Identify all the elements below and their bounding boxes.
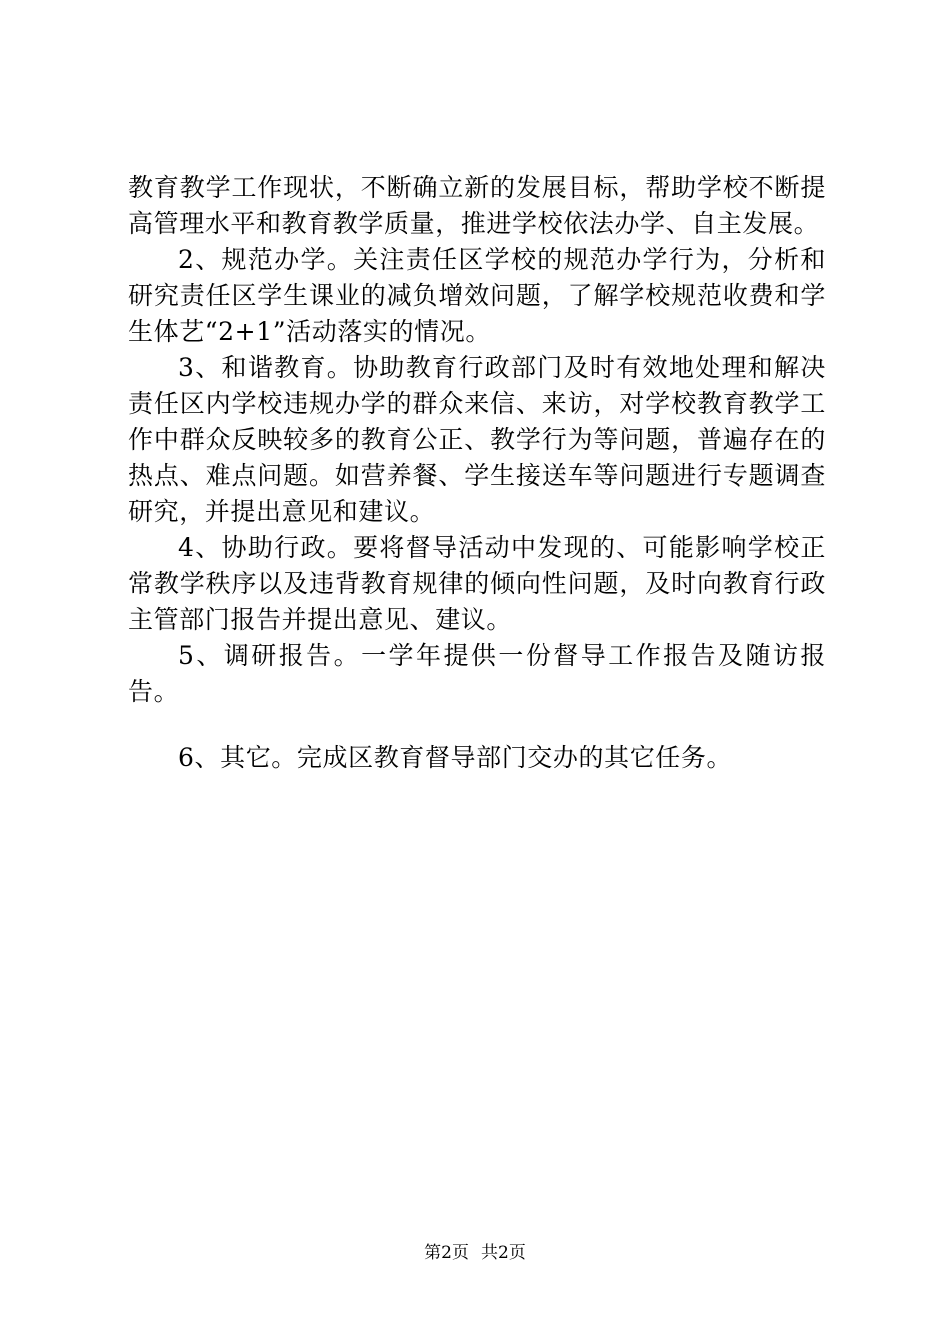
- paragraph-item-4: 4、协助行政。要将督导活动中发现的、可能影响学校正常教学秩序以及违背教育规律的倾向性问题，及时向教育行政主管部门报告并提出意见、建议。: [128, 533, 826, 634]
- page-number-total: 共2页: [481, 1243, 526, 1263]
- document-body: [128, 170, 826, 776]
- paragraph-continuation: 教育教学工作现状，不断确立新的发展目标，帮助学校不断提高管理水平和教育教学质量，推进学校依法办学、自主发展。: [128, 173, 826, 238]
- paragraph-item-3: 3、和谐教育。协助教育行政部门及时有效地处理和解决责任区内学校违规办学的群众来信、来访，对学校教育教学工作中群众反映较多的教育公正、教学行为等问题，普遍存在的热点、难点问题。如营养餐、学生接送车等问题进行专题调查研究，并提出意见和建议。: [128, 353, 826, 526]
- paragraph-item-5: 5、调研报告。一学年提供一份督导工作报告及随访报告。: [128, 641, 826, 706]
- page-number-current: 第2页: [424, 1243, 469, 1263]
- page-footer: [0, 1241, 950, 1265]
- paragraph-item-6: 6、其它。完成区教育督导部门交办的其它任务。: [178, 743, 733, 772]
- paragraph-item-2: 2、规范办学。关注责任区学校的规范办学行为，分析和研究责任区学生课业的减负增效问题，了解学校规范收费和学生体艺“2+1”活动落实的情况。: [128, 245, 826, 346]
